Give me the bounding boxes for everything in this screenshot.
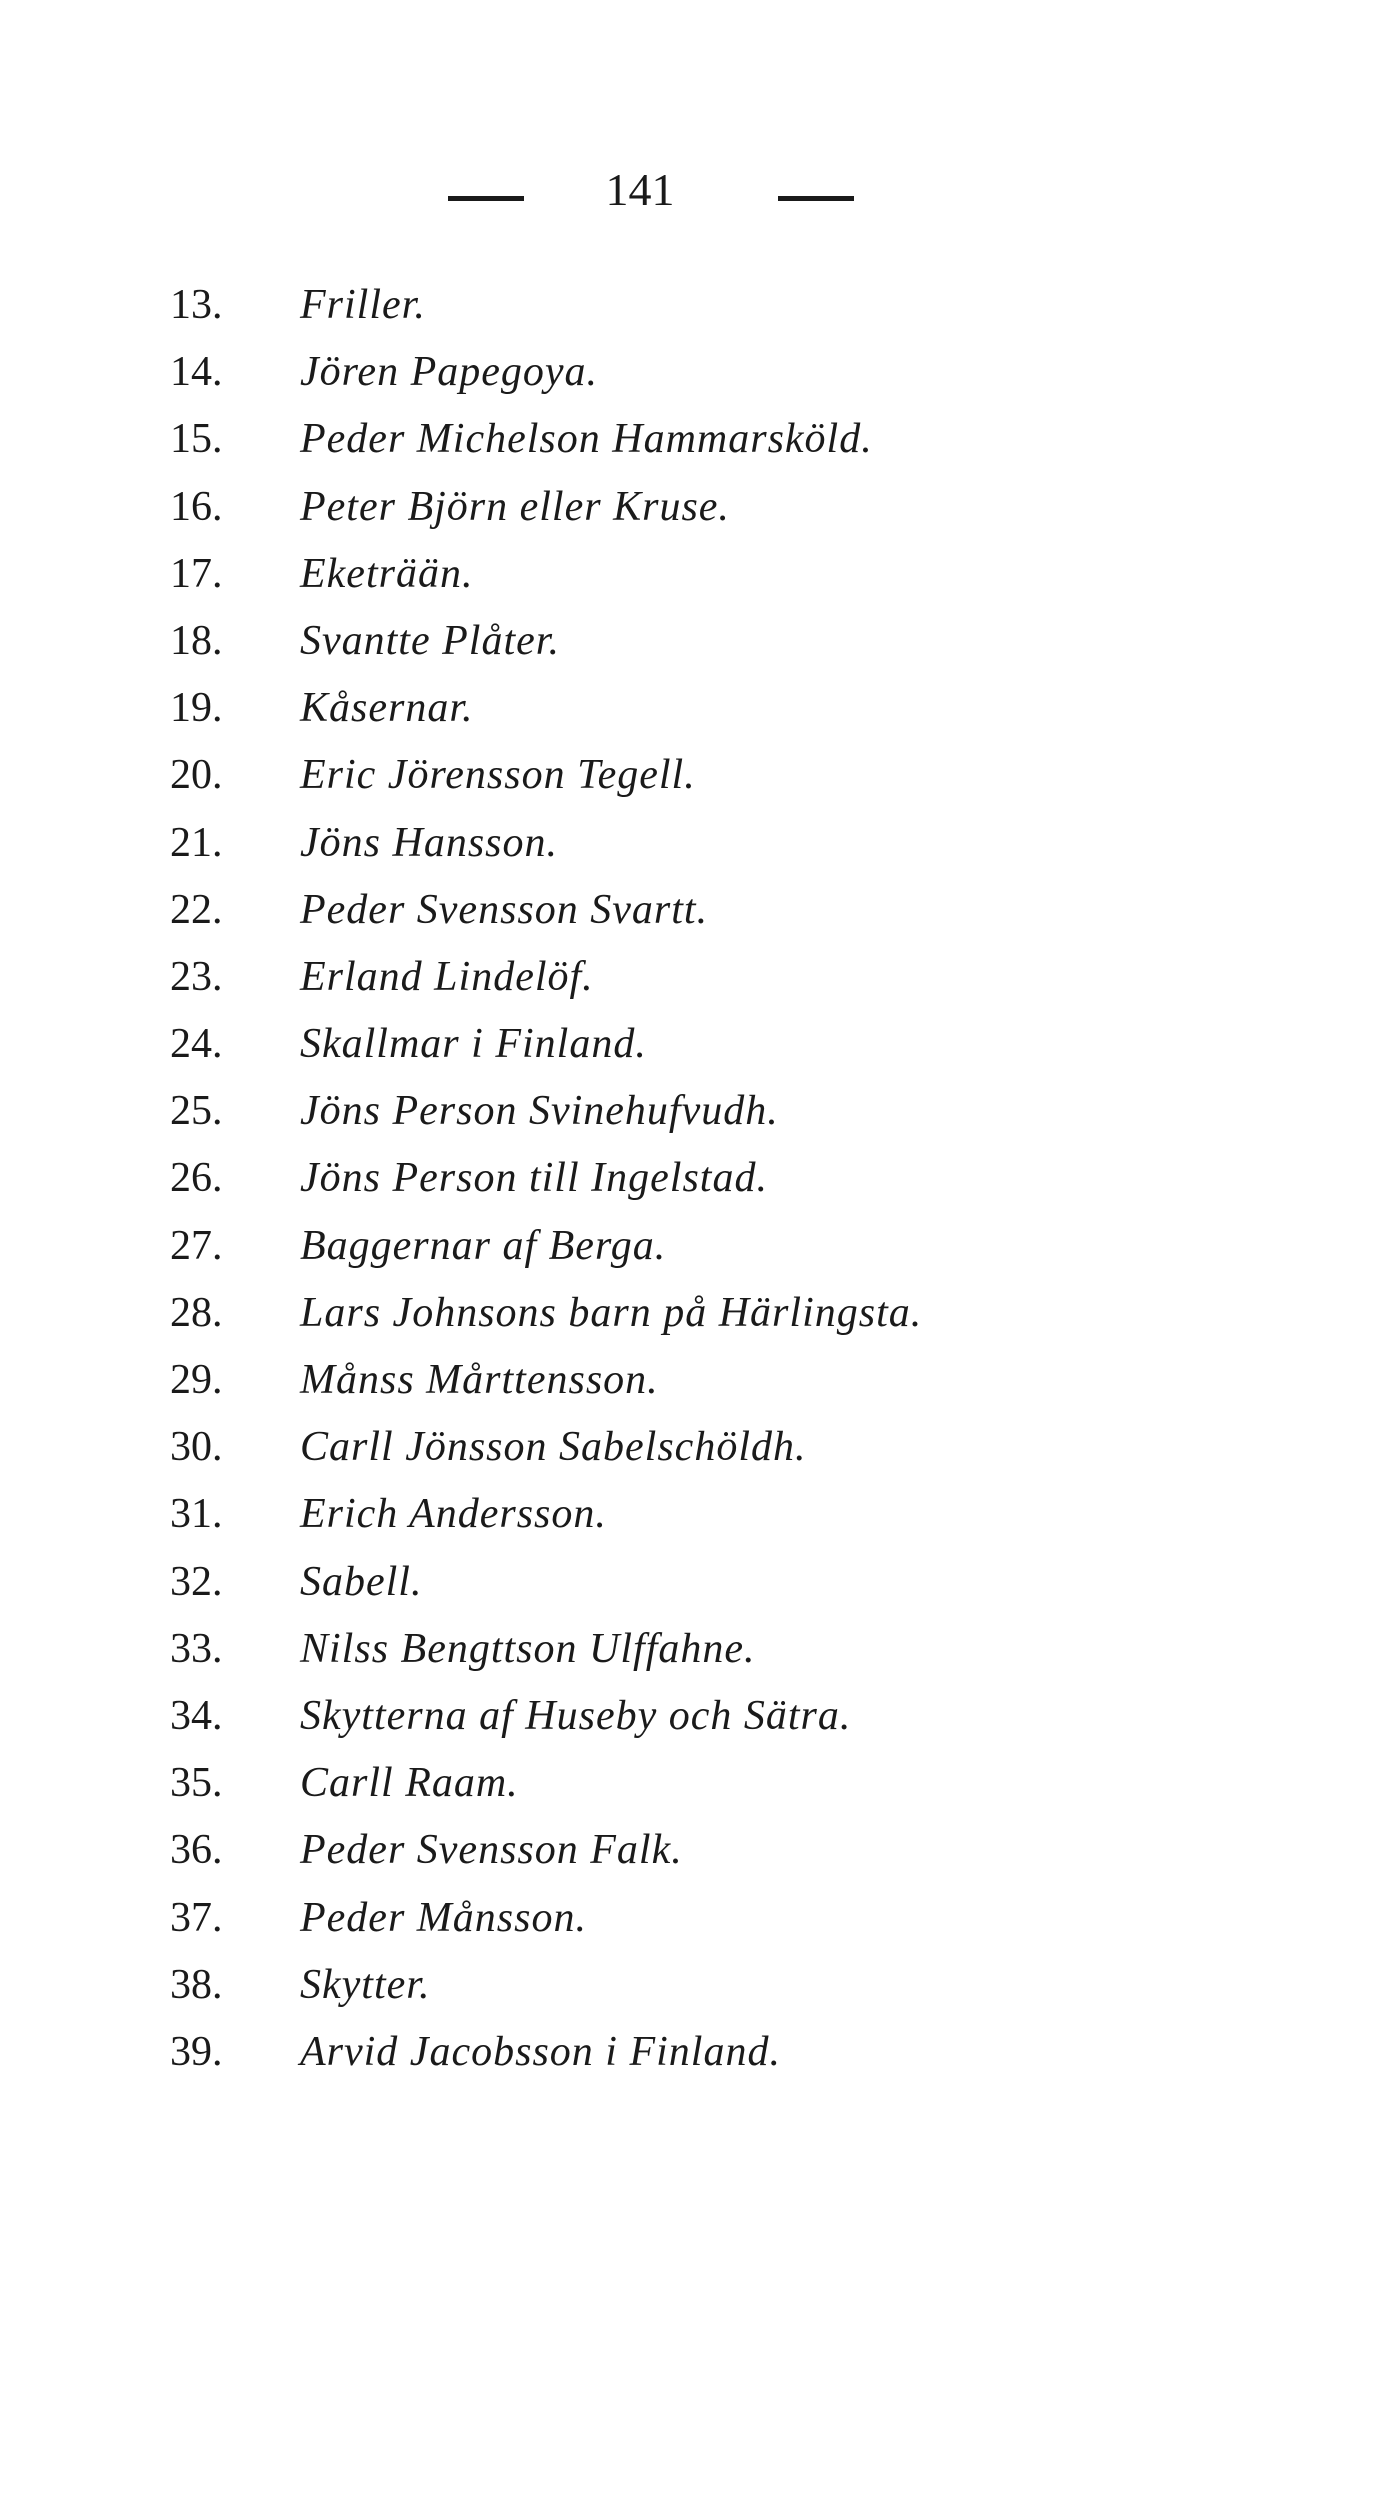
entry-number: 16. — [170, 483, 223, 530]
entry-name: Skytter. — [300, 1961, 431, 2008]
list-item — [170, 541, 1270, 608]
entry-name: Peter Björn eller Kruse. — [300, 483, 730, 530]
entry-number: 38. — [170, 1961, 223, 2008]
list-item — [170, 1414, 1270, 1481]
list-item — [170, 1616, 1270, 1683]
entry-number: 18. — [170, 617, 223, 664]
entry-number: 37. — [170, 1894, 223, 1941]
entry-name: Erich Andersson. — [300, 1491, 607, 1538]
entry-list — [170, 272, 1270, 2086]
entry-name: Eketrään. — [300, 550, 474, 597]
entry-number: 17. — [170, 550, 223, 597]
list-item — [170, 1952, 1270, 2019]
entry-number: 30. — [170, 1424, 223, 1471]
entry-number: 20. — [170, 752, 223, 799]
entry-number: 24. — [170, 1021, 223, 1068]
entry-name: Eric Jörensson Tegell. — [300, 752, 696, 799]
entry-number: 21. — [170, 819, 223, 866]
entry-name: Peder Månsson. — [300, 1894, 587, 1941]
entry-name: Baggernar af Berga. — [300, 1222, 667, 1269]
list-item — [170, 944, 1270, 1011]
entry-number: 25. — [170, 1088, 223, 1135]
list-item — [170, 1750, 1270, 1817]
entry-number: 33. — [170, 1625, 223, 1672]
entry-name: Lars Johnsons barn på Härlingsta. — [300, 1289, 923, 1336]
entry-name: Sabell. — [300, 1558, 423, 1605]
list-item — [170, 1817, 1270, 1884]
entry-number: 28. — [170, 1289, 223, 1336]
entry-number: 36. — [170, 1827, 223, 1874]
list-item — [170, 1078, 1270, 1145]
header-dash-left — [448, 196, 524, 201]
entry-name: Nilss Bengttson Ulffahne. — [300, 1625, 756, 1672]
entry-name: Månss Mårttensson. — [300, 1357, 659, 1403]
list-item — [170, 272, 1270, 339]
entry-name: Peder Svensson Svartt. — [300, 886, 709, 933]
entry-name: Skallmar i Finland. — [300, 1021, 647, 1068]
entry-number: 13. — [170, 282, 223, 328]
list-item — [170, 1885, 1270, 1952]
page-header — [0, 160, 1400, 220]
page-number: 141 — [605, 164, 675, 215]
entry-name: Kåsernar. — [300, 685, 474, 732]
entry-name: Peder Svensson Falk. — [300, 1827, 683, 1874]
entry-number: 19. — [170, 685, 223, 732]
list-item — [170, 742, 1270, 809]
entry-name: Skytterna af Huseby och Sätra. — [300, 1692, 852, 1739]
entry-name: Svantte Plåter. — [300, 617, 560, 664]
entry-name: Jöns Person till Ingelstad. — [300, 1155, 768, 1202]
entry-name: Peder Michelson Hammarsköld. — [300, 416, 873, 463]
entry-number: 35. — [170, 1760, 223, 1807]
list-item — [170, 1145, 1270, 1212]
entry-number: 27. — [170, 1222, 223, 1269]
header-dash-right — [778, 196, 854, 201]
list-item — [170, 339, 1270, 406]
list-item — [170, 1683, 1270, 1750]
entry-number: 23. — [170, 953, 223, 1000]
entry-number: 29. — [170, 1357, 223, 1403]
list-item — [170, 1481, 1270, 1548]
entry-name: Jöns Hansson. — [300, 819, 559, 866]
entry-number: 39. — [170, 2028, 223, 2075]
entry-number: 34. — [170, 1692, 223, 1739]
list-item — [170, 1213, 1270, 1280]
list-item — [170, 810, 1270, 877]
list-item — [170, 675, 1270, 742]
entry-name: Jöns Person Svinehufvudh. — [300, 1088, 779, 1135]
entry-number: 15. — [170, 416, 223, 463]
entry-number: 31. — [170, 1491, 223, 1538]
list-item — [170, 2019, 1270, 2086]
list-item — [170, 1347, 1270, 1414]
entry-name: Erland Lindelöf. — [300, 953, 594, 1000]
list-item — [170, 1549, 1270, 1616]
list-item — [170, 1011, 1270, 1078]
entry-name: Carll Jönsson Sabelschöldh. — [300, 1424, 807, 1471]
entry-number: 26. — [170, 1155, 223, 1202]
list-item — [170, 406, 1270, 473]
list-item — [170, 474, 1270, 541]
entry-number: 22. — [170, 886, 223, 933]
entry-name: Jören Papegoya. — [300, 349, 599, 396]
list-item — [170, 1280, 1270, 1347]
entry-number: 32. — [170, 1558, 223, 1605]
entry-name: Arvid Jacobsson i Finland. — [300, 2028, 781, 2075]
entry-name: Carll Raam. — [300, 1760, 519, 1807]
list-item — [170, 608, 1270, 675]
entry-name: Friller. — [300, 282, 426, 328]
entry-number: 14. — [170, 349, 223, 396]
list-item — [170, 877, 1270, 944]
